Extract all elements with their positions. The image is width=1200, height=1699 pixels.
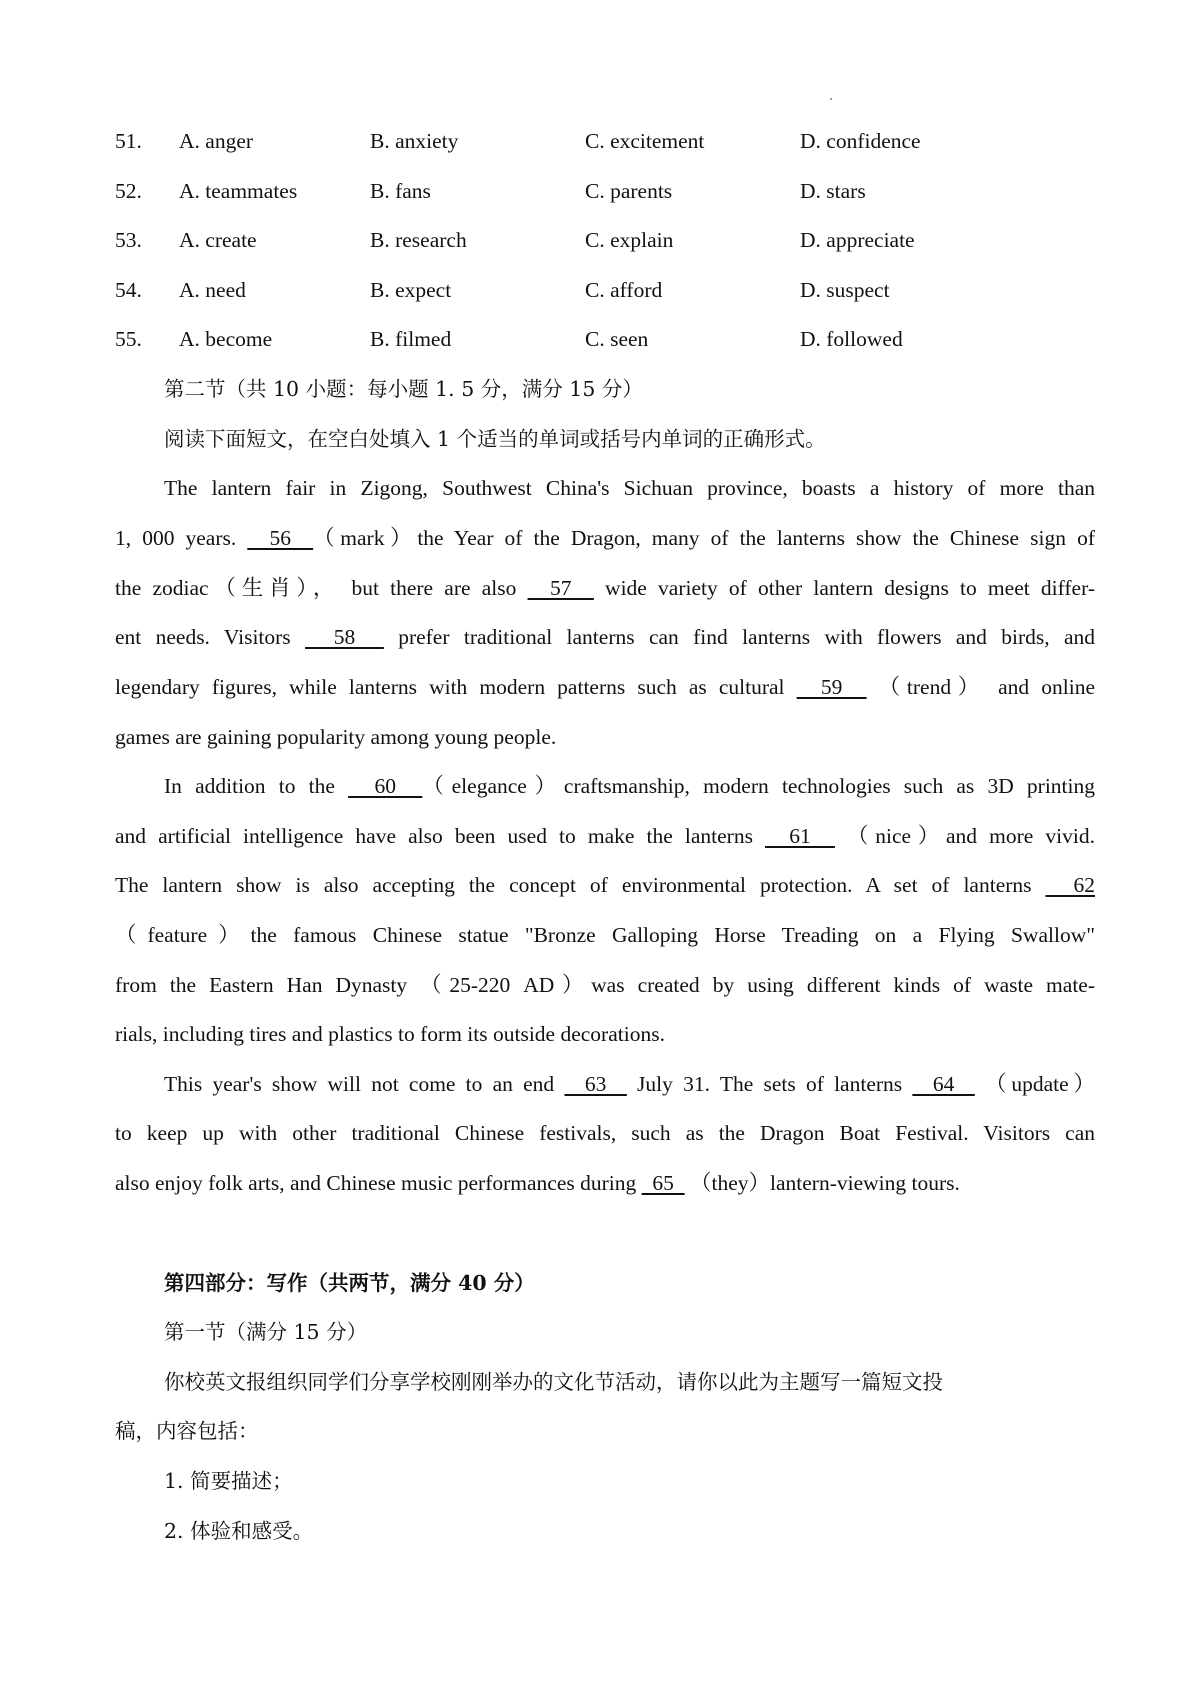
text: July 31. The sets of lanterns — [626, 1072, 913, 1096]
text: legendary figures, while lanterns with modern patterns such as cultural — [115, 675, 797, 699]
option-b: B. filmed — [370, 327, 452, 351]
blank-61: 61 — [765, 824, 835, 848]
part-4-section-1-heading: 第一节（满分 15 分） — [164, 1320, 368, 1344]
section-2-instruction: 阅读下面短文，在空白处填入 1 个适当的单词或括号内单词的正确形式。 — [164, 427, 826, 451]
passage-p2-line-4: （feature）the famous Chinese statue "Bronze Galloping Horse Treading on a Flying Swallow" — [115, 923, 1095, 947]
passage-p2-line-2 — [115, 821, 1095, 851]
blank-56: 56 — [247, 526, 314, 550]
blank-57: 57 — [527, 576, 594, 600]
passage-p1-line-3 — [115, 573, 1095, 603]
question-number: 54. — [115, 278, 142, 302]
option-b: B. anxiety — [370, 129, 459, 153]
option-d: D. appreciate — [800, 228, 915, 252]
question-number: 53. — [115, 228, 142, 252]
question-number: 52. — [115, 179, 142, 203]
option-a: A. teammates — [179, 179, 298, 203]
passage-p1-line-5 — [115, 672, 1095, 702]
passage-p1-line-6: games are gaining popularity among young people. — [115, 725, 557, 749]
passage-p2-line-6: rials, including tires and plastics to form its outside decorations. — [115, 1022, 665, 1046]
passage-p1-line-2 — [115, 523, 1095, 553]
text: wide variety of other lantern designs to meet differ- — [593, 576, 1095, 600]
option-b: B. expect — [370, 278, 452, 302]
text: （update） — [974, 1072, 1096, 1096]
option-a: A. need — [179, 278, 246, 302]
passage-p3-line-3 — [115, 1168, 960, 1198]
text: ent needs. Visitors — [115, 625, 306, 649]
option-c: C. explain — [585, 228, 674, 252]
option-d: D. suspect — [800, 278, 890, 302]
blank-62: 62 — [1045, 873, 1096, 897]
option-d: D. stars — [800, 179, 866, 203]
option-b: B. fans — [370, 179, 431, 203]
passage-p1-line-4 — [115, 622, 1095, 652]
option-c: C. afford — [585, 278, 663, 302]
passage-p1-line-1: The lantern fair in Zigong, Southwest China's Sichuan province, boasts a history of more than — [164, 476, 1095, 500]
section-2-heading: 第二节（共 10 小题：每小题 1. 5 分，满分 15 分） — [164, 377, 643, 401]
text: In addition to the — [164, 774, 349, 798]
scan-dot — [830, 98, 832, 100]
blank-64: 64 — [912, 1072, 975, 1096]
blank-59: 59 — [796, 675, 867, 699]
part-4-heading: 第四部分：写作（共两节，满分 40 分） — [164, 1271, 535, 1295]
text: This year's show will not come to an end — [164, 1072, 565, 1096]
passage-p3-line-1 — [164, 1069, 1095, 1099]
option-c: C. excitement — [585, 129, 705, 153]
blank-58: 58 — [305, 625, 384, 649]
option-a: A. become — [179, 327, 273, 351]
text: （elegance）craftsmanship, modern technologies such as 3D printing — [422, 774, 1096, 798]
option-c: C. parents — [585, 179, 673, 203]
passage-p2-line-3 — [115, 870, 1095, 900]
blank-65: 65 — [641, 1171, 685, 1195]
passage-p2-line-5: from the Eastern Han Dynasty （25-220 AD）was created by using different kinds of waste mate- — [115, 973, 1095, 997]
text: （mark）the Year of the Dragon, many of the lanterns show the Chinese sign of — [313, 526, 1095, 550]
text: and artificial intelligence have also been used to make the lanterns — [115, 824, 766, 848]
writing-task-line-1: 你校英文报组织同学们分享学校刚刚举办的文化节活动，请你以此为主题写一篇短文投 — [164, 1370, 943, 1394]
option-a: A. create — [179, 228, 257, 252]
option-b: B. research — [370, 228, 467, 252]
text: The lantern show is also accepting the concept of environmental protection. A set of lanterns — [115, 873, 1046, 897]
question-number: 51. — [115, 129, 142, 153]
passage-p3-line-2: to keep up with other traditional Chinese festivals, such as the Dragon Boat Festival. Visitors can — [115, 1121, 1095, 1145]
option-a: A. anger — [179, 129, 254, 153]
writing-task-item-1: 1. 简要描述； — [164, 1469, 293, 1493]
option-c: C. seen — [585, 327, 649, 351]
text: prefer traditional lanterns can find lanterns with flowers and birds, and — [383, 625, 1095, 649]
blank-63: 63 — [564, 1072, 627, 1096]
text: （they）lantern-viewing tours. — [684, 1171, 960, 1195]
text: （nice）and more vivid. — [834, 824, 1095, 848]
option-d: D. followed — [800, 327, 903, 351]
option-d: D. confidence — [800, 129, 921, 153]
text: also enjoy folk arts, and Chinese music performances during — [115, 1171, 642, 1195]
text: 1, 000 years. — [115, 526, 248, 550]
writing-task-item-2: 2. 体验和感受。 — [164, 1519, 314, 1543]
blank-60: 60 — [348, 774, 423, 798]
writing-task-line-2: 稿，内容包括： — [115, 1419, 259, 1443]
text: （trend） and online — [866, 675, 1096, 699]
text: the zodiac（生肖）， but there are also — [115, 576, 528, 600]
passage-p2-line-1 — [164, 771, 1095, 801]
question-number: 55. — [115, 327, 142, 351]
